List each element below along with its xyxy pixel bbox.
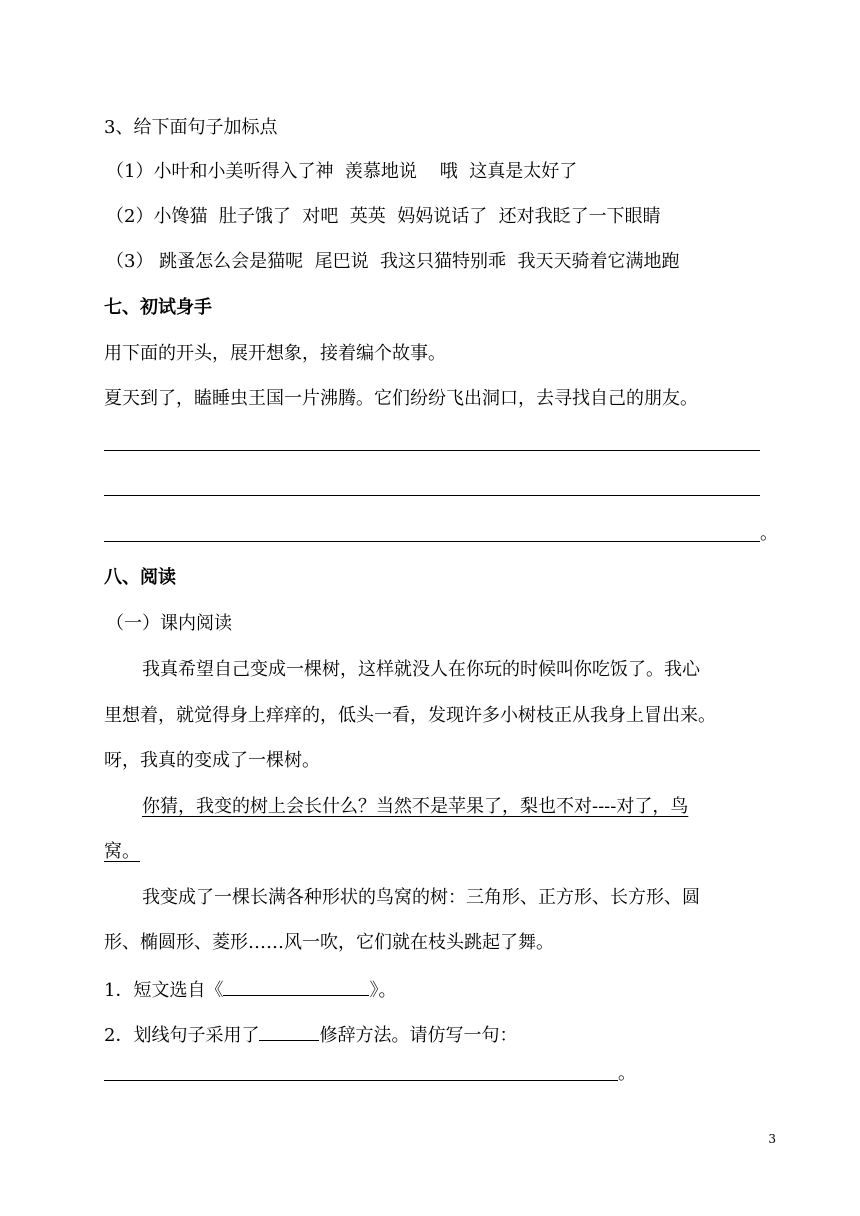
answer-line-3[interactable] — [104, 541, 760, 542]
question-1 — [104, 977, 396, 1003]
question-1-suffix: 》。 — [369, 980, 397, 1001]
section7-opening: 夏天到了，瞌睡虫王国一片沸腾。它们纷纷飞出洞口，去寻找自己的朋友。 — [104, 388, 698, 409]
q3-item-1: （1）小叶和小美听得入了神 羡慕地说 哦 这真是太好了 — [106, 161, 578, 182]
passage-p3-line1: 我变成了一棵长满各种形状的鸟窝的树：三角形、正方形、长方形、圆 — [142, 887, 700, 908]
question-2-prefix: 2．划线句子采用了 — [104, 1025, 260, 1046]
q3-title: 3、给下面句子加标点 — [104, 117, 278, 138]
page-number: 3 — [768, 1132, 776, 1146]
answer-line-2[interactable] — [104, 495, 760, 496]
section8-subtitle: （一）课内阅读 — [106, 613, 232, 634]
passage-underlined-line2: 窝。 — [104, 841, 140, 862]
answer-line-1[interactable] — [104, 450, 760, 451]
question-2-suffix: 修辞方法。请仿写一句： — [319, 1025, 518, 1046]
question-2-answer-line[interactable] — [104, 1080, 618, 1081]
passage-p1-line1: 我真希望自己变成一棵树，这样就没人在你玩的时候叫你吃饭了。我心 — [142, 659, 700, 680]
passage-underlined-line1: 你猜，我变的树上会长什么？当然不是苹果了，梨也不对----对了，鸟 — [142, 796, 689, 817]
question-2-end-mark: 。 — [618, 1063, 636, 1084]
passage-p1-line3: 呀，我真的变成了一棵树。 — [104, 750, 320, 771]
section7-instruction: 用下面的开头，展开想象，接着编个故事。 — [104, 343, 446, 364]
question-2 — [104, 1022, 517, 1048]
passage-p1-line2: 里想着，就觉得身上痒痒的，低头一看，发现许多小树枝正从我身上冒出来。 — [104, 705, 716, 726]
passage-p3-line2: 形、椭圆形、菱形……风一吹，它们就在枝头跳起了舞。 — [104, 932, 554, 953]
question-1-prefix: 1．短文选自《 — [104, 980, 224, 1001]
section8-title: 八、阅读 — [104, 567, 176, 588]
q3-item-3: （3） 跳蚤怎么会是猫呢 尾巴说 我这只猫特别乖 我天天骑着它满地跑 — [106, 251, 680, 272]
q3-item-2: （2）小馋猫 肚子饿了 对吧 英英 妈妈说话了 还对我眨了一下眼睛 — [106, 206, 661, 227]
answer-end-mark: 。 — [760, 523, 778, 544]
question-2-blank[interactable] — [259, 1022, 319, 1041]
question-1-blank[interactable] — [223, 977, 369, 996]
section7-title: 七、初试身手 — [104, 297, 212, 318]
